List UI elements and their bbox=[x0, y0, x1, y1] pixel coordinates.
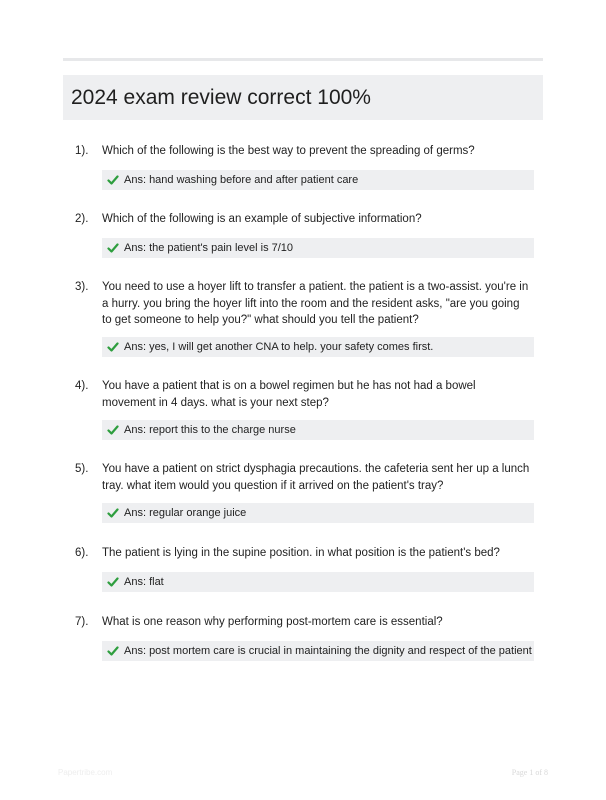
answer-text: Ans: regular orange juice bbox=[124, 507, 247, 519]
answer-text: Ans: flat bbox=[124, 576, 164, 588]
question-text: Which of the following is an example of subjective information? bbox=[102, 213, 422, 225]
title-bar bbox=[63, 75, 543, 120]
answer-text: Ans: post mortem care is crucial in maintaining the dignity and respect of the patient bbox=[124, 645, 532, 657]
question-text: You have a patient on strict dysphagia precautions. the cafeteria sent her up a lunch tray. what item would you question if it arrived on the patient's tray? bbox=[102, 463, 530, 492]
page-number: Page 1 of 8 bbox=[511, 768, 548, 777]
top-rule bbox=[63, 58, 543, 61]
check-icon bbox=[107, 424, 119, 436]
answer-text: Ans: yes, I will get another CNA to help. your safety comes first. bbox=[124, 341, 434, 353]
question-number: 7). bbox=[75, 616, 89, 628]
question-text: Which of the following is the best way to prevent the spreading of germs? bbox=[102, 145, 475, 157]
question-number: 1). bbox=[75, 145, 89, 157]
answer-text: Ans: report this to the charge nurse bbox=[124, 424, 296, 436]
answer-box bbox=[102, 337, 534, 357]
answer-text: Ans: the patient's pain level is 7/10 bbox=[124, 242, 294, 254]
check-icon bbox=[107, 576, 119, 588]
question-number: 4). bbox=[75, 380, 89, 392]
question-text: You need to use a hoyer lift to transfer a patient. the patient is a two-assist. you're in a hurry. you bring the hoyer lift into the room and the resident asks, "are you going to get someone to help you?" what should you tell the patient? bbox=[102, 281, 529, 326]
answer-box bbox=[102, 572, 534, 592]
page-title: 2024 exam review correct 100% bbox=[71, 86, 371, 109]
question-number: 3). bbox=[75, 281, 89, 293]
question-number: 6). bbox=[75, 547, 89, 559]
question-number: 2). bbox=[75, 213, 89, 225]
check-icon bbox=[107, 242, 119, 254]
footer-watermark: Papertribe.com bbox=[58, 768, 113, 777]
answer-box bbox=[102, 420, 534, 440]
check-icon bbox=[107, 645, 119, 657]
answer-text: Ans: hand washing before and after patient care bbox=[124, 174, 359, 186]
check-icon bbox=[107, 174, 119, 186]
question-text: You have a patient that is on a bowel regimen but he has not had a bowel movement in 4 days. what is your next step? bbox=[102, 380, 476, 409]
check-icon bbox=[107, 341, 119, 353]
check-icon bbox=[107, 507, 119, 519]
question-text: The patient is lying in the supine position. in what position is the patient's bed? bbox=[102, 547, 500, 559]
answer-box bbox=[102, 170, 534, 190]
question-number: 5). bbox=[75, 463, 89, 475]
answer-box bbox=[102, 238, 534, 258]
answer-box bbox=[102, 503, 534, 523]
question-text: What is one reason why performing post-mortem care is essential? bbox=[102, 616, 443, 628]
answer-box bbox=[102, 641, 534, 661]
